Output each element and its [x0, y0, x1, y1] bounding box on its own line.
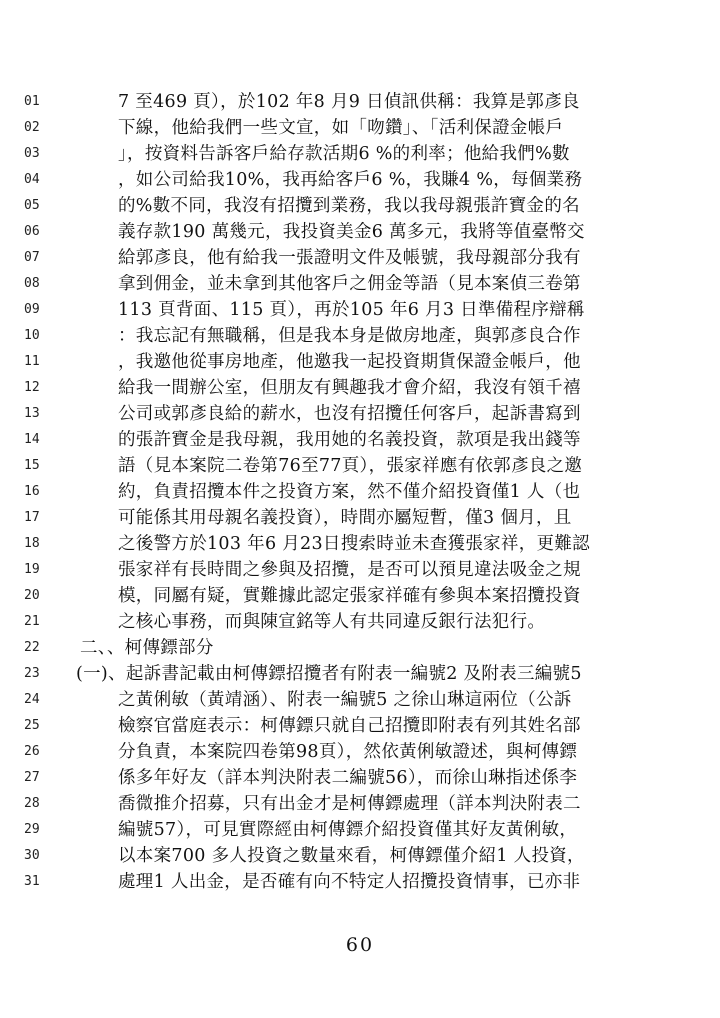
text-line: 拿到佣金，並未拿到其他客戶之佣金等語（見本案偵三卷第: [118, 274, 581, 294]
text-line: 以本案700 多人投資之數量來看，柯傳鏢僅介紹1 人投資，: [118, 846, 585, 866]
line-number: 26: [24, 744, 40, 759]
text-line: 」，按資料告訴客戶給存款活期6 %的利率；他給我們%數: [118, 144, 570, 164]
line-number: 03: [24, 146, 40, 161]
text-line: ，如公司給我10%，我再給客戶6 %，我賺4 %，每個業務: [118, 170, 583, 190]
text-line: 7 至469 頁），於102 年8 月9 日偵訊供稱：我算是郭彥良: [118, 92, 580, 112]
text-line: 之核心事務，而與陳宣銘等人有共同違反銀行法犯行。: [118, 612, 546, 632]
text-line: 給我一間辦公室，但朋友有興趣我才會介紹，我沒有領千禧: [118, 378, 581, 398]
subsection-line: (一)、起訴書記載由柯傳鏢招攬者有附表一編號2 及附表三編號5: [76, 664, 582, 684]
line-number: 08: [24, 276, 40, 291]
line-number: 27: [24, 770, 40, 785]
line-number: 24: [24, 692, 40, 707]
text-line: 檢察官當庭表示：柯傳鏢只就自己招攬即附表有列其姓名部: [118, 716, 581, 736]
line-number: 05: [24, 198, 40, 213]
line-number: 11: [24, 354, 40, 369]
line-number: 18: [24, 536, 40, 551]
text-line: 係多年好友（詳本判決附表二編號56），而徐山琳指述係李: [118, 768, 578, 788]
line-number: 28: [24, 796, 40, 811]
line-number: 06: [24, 224, 40, 239]
text-line: 模，同屬有疑，實難據此認定張家祥確有參與本案招攬投資: [118, 586, 581, 606]
line-number: 09: [24, 302, 40, 317]
text-line: ：我忘記有無職稱，但是我本身是做房地產，與郭彥良合作: [118, 326, 581, 346]
line-number: 21: [24, 614, 40, 629]
text-line: 之後警方於103 年6 月23日搜索時並未查獲張家祥，更難認: [118, 534, 590, 554]
line-number: 31: [24, 874, 40, 889]
line-number: 12: [24, 380, 40, 395]
line-number: 23: [24, 666, 40, 681]
text-line: 約，負責招攬本件之投資方案，然不僅介紹投資僅1 人（也: [118, 482, 581, 502]
text-line: 編號57），可見實際經由柯傳鏢介紹投資僅其好友黃俐敏，: [118, 820, 578, 840]
text-line: 的張許寶金是我母親，我用她的名義投資，款項是我出錢等: [118, 430, 581, 450]
text-line: 分負責，本案院四卷第98頁），然依黃俐敏證述，與柯傳鏢: [118, 742, 578, 762]
text-line: 語（見本案院二卷第76至77頁），張家祥應有依郭彥良之邀: [118, 456, 583, 476]
text-line: 義存款190 萬幾元，我投資美金6 萬多元，我將等值臺幣交: [118, 222, 585, 242]
section-heading: 二、、柯傳鏢部分: [80, 638, 214, 658]
line-number: 20: [24, 588, 40, 603]
line-number: 29: [24, 822, 40, 837]
page-number: 60: [345, 934, 375, 956]
text-line: 喬微推介招募，只有出金才是柯傳鏢處理（詳本判決附表二: [118, 794, 581, 814]
line-number: 14: [24, 432, 40, 447]
text-line: 張家祥有長時間之參與及招攬，是否可以預見違法吸金之規: [118, 560, 581, 580]
text-line: 可能係其用母親名義投資），時間亦屬短暫，僅3 個月，且: [118, 508, 572, 528]
line-number: 25: [24, 718, 40, 733]
line-number: 17: [24, 510, 40, 525]
text-line: 處理1 人出金，是否確有向不特定人招攬投資情事，已亦非: [118, 872, 581, 892]
text-line: 113 頁背面、115 頁），再於105 年6 月3 日準備程序辯稱: [118, 300, 585, 320]
text-line: 公司或郭彥良給的薪水，也沒有招攬任何客戶，起訴書寫到: [118, 404, 581, 424]
line-number: 10: [24, 328, 40, 343]
line-number: 15: [24, 458, 40, 473]
line-number: 04: [24, 172, 40, 187]
line-number: 01: [24, 94, 40, 109]
line-number: 16: [24, 484, 40, 499]
text-line: 的%數不同，我沒有招攬到業務，我以我母親張許寶金的名: [118, 196, 580, 216]
text-line: 給郭彥良，他有給我一張證明文件及帳號，我母親部分我有: [118, 248, 581, 268]
line-number: 07: [24, 250, 40, 265]
line-number: 02: [24, 120, 40, 135]
line-number: 13: [24, 406, 40, 421]
line-number: 19: [24, 562, 40, 577]
line-number: 22: [24, 640, 40, 655]
line-number: 30: [24, 848, 40, 863]
text-line: 之黃俐敏（黃靖涵）、附表一編號5 之徐山琳這兩位（公訴: [118, 690, 572, 710]
text-line: 下線，他給我們一些文宣，如「吻鑽」、「活利保證金帳戶: [118, 118, 564, 138]
text-line: ，我邀他從事房地產，他邀我一起投資期貨保證金帳戶，他: [118, 352, 581, 372]
